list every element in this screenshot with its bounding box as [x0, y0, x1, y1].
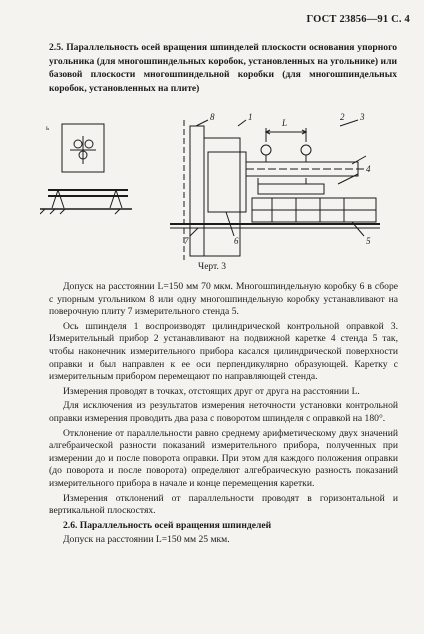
paragraph: Допуск на расстоянии L=150 мм 70 мкм. Многошпиндельную коробку 6 в сборе с упорным угольником 8 или одну многошпиндельную коробку устанавливают на поверочную плиту 7 измерительного стенда 5.: [49, 281, 398, 318]
paragraph: Измерения проводят в точках, отстоящих друг от друга на расстоянии L.: [63, 385, 360, 397]
label-8: 8: [210, 112, 215, 122]
paragraph: Для исключения из результатов измерения неточности установки контрольной оправки измерения проводить два раза с поворотом шпинделя с оправкой на 180°.: [49, 400, 398, 424]
paragraph: Измерения отклонений от параллельности проводят в горизонтальной и вертикальной плоскостях.: [49, 492, 398, 517]
svg-text:ь: ь: [46, 124, 50, 132]
subsection-text: Допуск на расстоянии L=150 мм 25 мкм.: [63, 534, 230, 546]
subsection-title: 2.6. Параллельность осей вращения шпинделей: [63, 519, 272, 531]
label-5: 5: [366, 236, 371, 246]
label-1: 1: [248, 112, 253, 122]
page-header: ГОСТ 23856—91 С. 4: [306, 14, 410, 25]
figure-caption: Черт. 3: [198, 262, 226, 272]
left-circle-b: [85, 140, 93, 148]
label-2: 2: [340, 112, 345, 122]
left-circle-a: [74, 140, 82, 148]
label-4: 4: [366, 164, 371, 174]
paragraph: Отклонение от параллельности равно среднему арифметическому двух значений алгебраической разности показаний измерительного прибора, полученных при измерении до и после поворота оправки. При этом для каждого положения оправки (до поворота и после поворота) определяют алгебраическую разность показаний измерительного прибора в начале и конце перемещения каретки.: [49, 427, 398, 489]
technical-drawing: [40, 112, 392, 264]
body-text: [49, 281, 398, 549]
label-6: 6: [234, 236, 239, 246]
section-title: 2.5. Параллельность осей вращения шпинделей плоскости основания упорного угольника (для многошпиндельных коробок, установленных на угольнике) или базовой плоскости многошпиндельной коробки (для многошпиндельных коробок, установленных на плите): [49, 42, 397, 94]
paragraph: Ось шпинделя 1 воспроизводят цилиндрической контрольной оправкой 3. Измерительный прибор 2 устанавливают на подвижной каретке 4 стенда 5 так, чтобы наконечник измерительного прибора касался цилиндрической поверхности оправки и был направлен к ее оси перпендикулярно образующей. Каретку с измерительным прибором перемещают по направляющей стенда.: [49, 320, 398, 383]
label-7: 7: [184, 236, 189, 246]
figure-drawing: [40, 112, 392, 264]
label-3: 3: [360, 112, 365, 122]
label-L: L: [282, 118, 288, 128]
indicator-1: [261, 145, 271, 155]
indicator-2: [301, 145, 311, 155]
